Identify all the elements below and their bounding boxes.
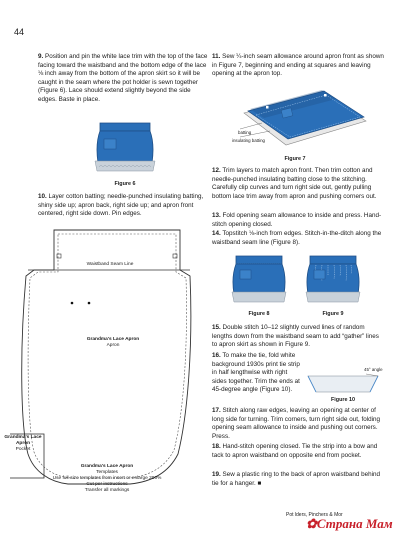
step-text: Topstitch ⅛-inch from edges. Stitch-in-the-ditch along the waistband seam line (Figure 8). bbox=[212, 230, 382, 246]
page-number: 44 bbox=[14, 27, 25, 37]
step-text: Stitch along raw edges, leaving an opening at center of long side for turning. Trim corners, turn right side out, folding opening seam allowance to inside and pushing out corners. Press. bbox=[212, 407, 380, 440]
waistband-seam-label: Waistband Seam Line bbox=[86, 262, 134, 267]
templates-note bbox=[52, 464, 162, 494]
step-number: 9. bbox=[38, 53, 44, 60]
step-11 bbox=[212, 53, 384, 79]
figure-10-angle-label: 45° angle bbox=[364, 367, 383, 372]
figure-7-label-insulating: insulating batting bbox=[232, 138, 265, 143]
figure-7-caption: Figure 7 bbox=[284, 156, 306, 162]
figure-9-illustration bbox=[302, 250, 364, 308]
step-text: Trim layers to match apron front. Then trim cotton and needle-punched insulating batting close to the stitching. Carefully clip curves and turn right side out, gently pulling bottom lace trim away from apron and pushing corners out. bbox=[212, 167, 377, 200]
step-number: 11. bbox=[212, 53, 221, 60]
templates-note-line4: Transfer all markings bbox=[84, 488, 130, 493]
step-12 bbox=[212, 167, 384, 201]
apron-template-sub: Apron bbox=[106, 343, 120, 348]
step-number: 13. bbox=[212, 212, 221, 219]
apron-template-title: Grandma's Lace Apron bbox=[86, 337, 140, 342]
step-number: 16. bbox=[212, 352, 221, 359]
step-text: Layer cotton batting; needle-punched insulating batting, shiny side up; apron back, right side up; and apron front centered, right side down. Pin edges. bbox=[38, 193, 204, 218]
figure-6-illustration bbox=[90, 117, 160, 175]
watermark-flower-icon: ✿ bbox=[306, 516, 317, 531]
step-text: Sew a plastic ring to the back of apron waistband behind tie for a hanger. ■ bbox=[212, 471, 381, 487]
figure-10-caption: Figure 10 bbox=[331, 397, 355, 403]
pocket-template-sub: Pocket bbox=[15, 447, 31, 452]
step-text: Double stitch 10–12 slightly curved lines of random lengths down from the waistband seam to add “gather” lines to apron skirt as shown in Figure 9. bbox=[212, 324, 379, 349]
step-number: 12. bbox=[212, 167, 221, 174]
step-number: 14. bbox=[212, 230, 221, 237]
watermark-text: Страна Мам bbox=[316, 516, 393, 531]
step-number: 18. bbox=[212, 443, 221, 450]
step-number: 19. bbox=[212, 471, 221, 478]
step-15 bbox=[212, 324, 384, 350]
step-16 bbox=[212, 352, 300, 395]
templates-note-line1: Templates bbox=[96, 470, 118, 475]
step-text: Fold opening seam allowance to inside and press. Hand-stitch opening closed. bbox=[212, 212, 382, 228]
step-text: Sew ¼-inch seam allowance around apron front as shown in Figure 7, beginning and ending at squares and leaving opening at the apron top. bbox=[212, 53, 384, 78]
figure-6-caption: Figure 6 bbox=[114, 181, 136, 187]
templates-note-line2: Use full-size templates from insert or enlarge 200% bbox=[52, 476, 162, 481]
watermark bbox=[306, 516, 393, 532]
figure-8-caption: Figure 8 bbox=[248, 311, 270, 317]
step-number: 17. bbox=[212, 407, 221, 414]
step-19 bbox=[212, 471, 384, 488]
step-text: Hand-stitch opening closed. Tie the strip into a bow and tack to apron waistband on opposite end from pocket. bbox=[212, 443, 378, 459]
step-text: To make the tie, fold white background 1930s print tie strip in half lengthwise with right sides together. Trim the ends at 45-degree angle (Figure 10). bbox=[212, 352, 300, 394]
step-text: Position and pin the white lace trim with the top of the face facing toward the waistband and the bottom edge of the lace ⅛ inch away from the bottom of the apron skirt so it will be caught in the seam where the pot holder is sewn together (Figure 6). Lace should extend slightly beyond the side edges. Baste in place. bbox=[38, 53, 208, 103]
figure-8-illustration bbox=[228, 250, 290, 308]
step-10 bbox=[38, 193, 208, 219]
figure-7-label-batting: batting bbox=[238, 130, 252, 135]
step-9 bbox=[38, 53, 208, 105]
templates-note-line3: Cut per instructions bbox=[86, 482, 128, 487]
pocket-template-label bbox=[4, 435, 42, 453]
step-13 bbox=[212, 212, 384, 229]
running-footer: Pot lders, Pinchers & Mor bbox=[286, 512, 343, 518]
figure-9-caption: Figure 9 bbox=[322, 311, 344, 317]
step-18 bbox=[212, 443, 384, 460]
step-14 bbox=[212, 230, 384, 247]
step-number: 15. bbox=[212, 324, 221, 331]
step-17 bbox=[212, 407, 384, 441]
pocket-template-title: Grandma's Lace Apron bbox=[4, 435, 42, 446]
figure-10-illustration bbox=[304, 372, 384, 398]
step-number: 10. bbox=[38, 193, 47, 200]
templates-note-title: Grandma's Lace Apron bbox=[80, 464, 134, 469]
apron-template-label bbox=[78, 337, 148, 349]
